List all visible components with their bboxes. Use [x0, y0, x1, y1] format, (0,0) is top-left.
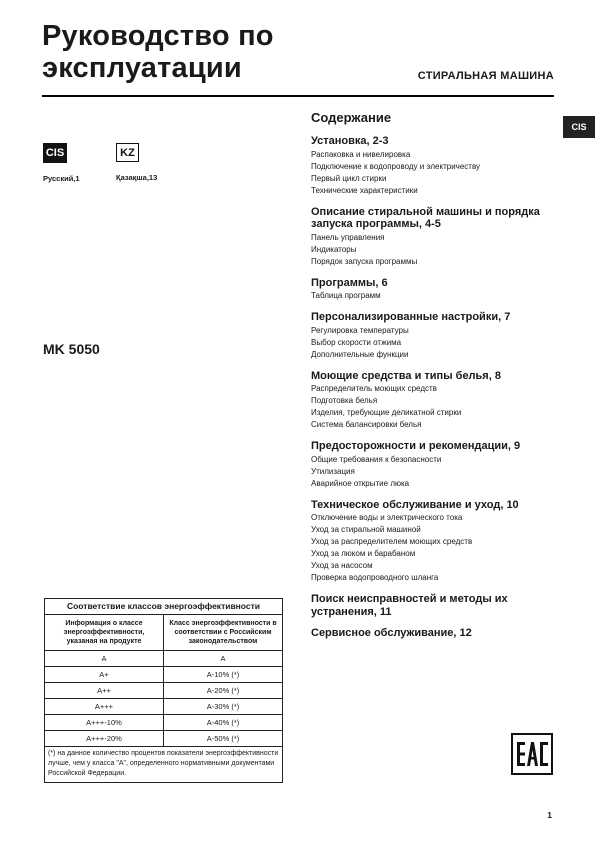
toc-section — [311, 499, 561, 585]
toc-section — [311, 277, 561, 303]
table-of-contents — [311, 110, 561, 649]
energy-class-product: A+++-20% — [45, 731, 164, 747]
language-kz[interactable] — [116, 143, 157, 182]
toc-item: Распределитель моющих средств — [311, 384, 437, 393]
toc-item: Общие требования к безопасности — [311, 454, 442, 464]
energy-table — [45, 615, 282, 747]
energy-table-title: Соответствие классов энергоэффективности — [45, 599, 282, 615]
header-rule — [42, 95, 554, 97]
title-line-2: эксплуатации — [42, 52, 242, 84]
toc-item: Технические характеристики — [311, 185, 418, 195]
toc-section — [311, 440, 561, 490]
energy-class-table — [44, 598, 283, 783]
toc-section-title[interactable]: Техническое обслуживание и уход, 10 — [311, 498, 519, 511]
toc-section-title[interactable]: Сервисное обслуживание, 12 — [311, 627, 472, 639]
page-number: 1 — [547, 810, 552, 820]
toc-item: Отключение воды и электрического тока — [311, 513, 463, 522]
toc-item: Распаковка и нивелировка — [311, 149, 411, 159]
language-cis-label: Русский,1 — [43, 174, 80, 183]
energy-note: (*) на данное количество процентов показатели энергоэффективности лучше, чем у класса "A", определенного нормативными документами Российской Федерации. — [48, 750, 279, 777]
toc-item: Утилизация — [311, 466, 355, 476]
toc-item: Таблица программ — [311, 291, 381, 300]
model-number: MK 5050 — [43, 341, 100, 357]
toc-item: Подключение к водопроводу и электричеству — [311, 161, 481, 171]
toc-item: Уход за люком и барабаном — [311, 549, 416, 558]
toc-item: Уход за стиральной машиной — [311, 525, 421, 534]
toc-section — [311, 370, 561, 432]
toc-section — [311, 593, 561, 618]
document-title — [42, 20, 274, 84]
language-kz-label: Қазақша,13 — [116, 173, 158, 182]
table-row — [45, 683, 282, 699]
table-row — [45, 651, 282, 667]
language-cis[interactable] — [43, 143, 80, 183]
title-line-1: Руководство по — [42, 20, 274, 52]
energy-class-product: A+++ — [45, 699, 164, 715]
toc-item: Аварийное открытие люка — [311, 478, 410, 488]
table-row — [45, 699, 282, 715]
toc-section-title[interactable]: Установка, 2-3 — [311, 135, 389, 147]
energy-class-product: A — [45, 651, 164, 667]
side-language-tab: CIS — [563, 116, 595, 138]
energy-class-russia: A-20% (*) — [164, 683, 283, 699]
table-row — [45, 731, 282, 747]
table-row — [45, 715, 282, 731]
energy-class-russia: A — [164, 651, 283, 667]
toc-section-title[interactable]: Персонализированные настройки, 7 — [311, 311, 511, 323]
toc-item: Уход за насосом — [311, 561, 373, 570]
energy-class-product: A++ — [45, 683, 164, 699]
toc-item: Подготовка белья — [311, 396, 378, 405]
toc-section-title[interactable]: Поиск неисправностей и методы их устранения, 11 — [311, 593, 508, 618]
toc-item: Порядок запуска программы — [311, 256, 418, 266]
toc-item: Выбор скорости отжима — [311, 337, 402, 347]
energy-class-product: A+ — [45, 667, 164, 683]
energy-class-product: A+++-10% — [45, 715, 164, 731]
energy-class-russia: A-10% (*) — [164, 667, 283, 683]
kz-badge: KZ — [116, 143, 139, 162]
toc-item: Уход за распределителем моющих средств — [311, 537, 473, 546]
energy-rows — [45, 651, 282, 747]
toc-item: Панель управления — [311, 232, 385, 242]
toc-sections — [311, 135, 561, 640]
toc-section — [311, 135, 561, 197]
toc-item: Система балансировки белья — [311, 420, 422, 429]
toc-item: Изделия, требующие деликатной стирки — [311, 408, 462, 417]
eac-mark-icon — [511, 733, 553, 775]
toc-section — [311, 311, 561, 361]
energy-col-product: Информация о классе энергоэффективности, указаная на продукте — [45, 615, 164, 651]
toc-item: Индикаторы — [311, 244, 357, 254]
toc-item: Проверка водопроводного шланга — [311, 573, 439, 582]
toc-section-title[interactable]: Программы, 6 — [311, 276, 388, 289]
toc-section — [311, 206, 561, 268]
toc-section-title[interactable]: Моющие средства и типы белья, 8 — [311, 369, 501, 382]
toc-item: Регулировка температуры — [311, 325, 409, 335]
energy-class-russia: A-50% (*) — [164, 731, 283, 747]
product-type: СТИРАЛЬНАЯ МАШИНА — [417, 70, 554, 82]
toc-item: Первый цикл стирки — [311, 173, 387, 183]
toc-section-title[interactable]: Описание стиральной машины и порядка запуска программы, 4-5 — [311, 205, 540, 230]
toc-item: Дополнительные функции — [311, 349, 409, 359]
energy-col-russia: Класс энергоэффективности в соответствии с Российским законодательством — [164, 615, 283, 651]
energy-class-russia: A-30% (*) — [164, 699, 283, 715]
cis-badge: CIS — [43, 143, 67, 163]
table-row — [45, 667, 282, 683]
toc-title: Содержание — [311, 110, 392, 125]
energy-class-russia: A-40% (*) — [164, 715, 283, 731]
toc-section — [311, 627, 561, 640]
toc-section-title[interactable]: Предосторожности и рекомендации, 9 — [311, 440, 521, 452]
